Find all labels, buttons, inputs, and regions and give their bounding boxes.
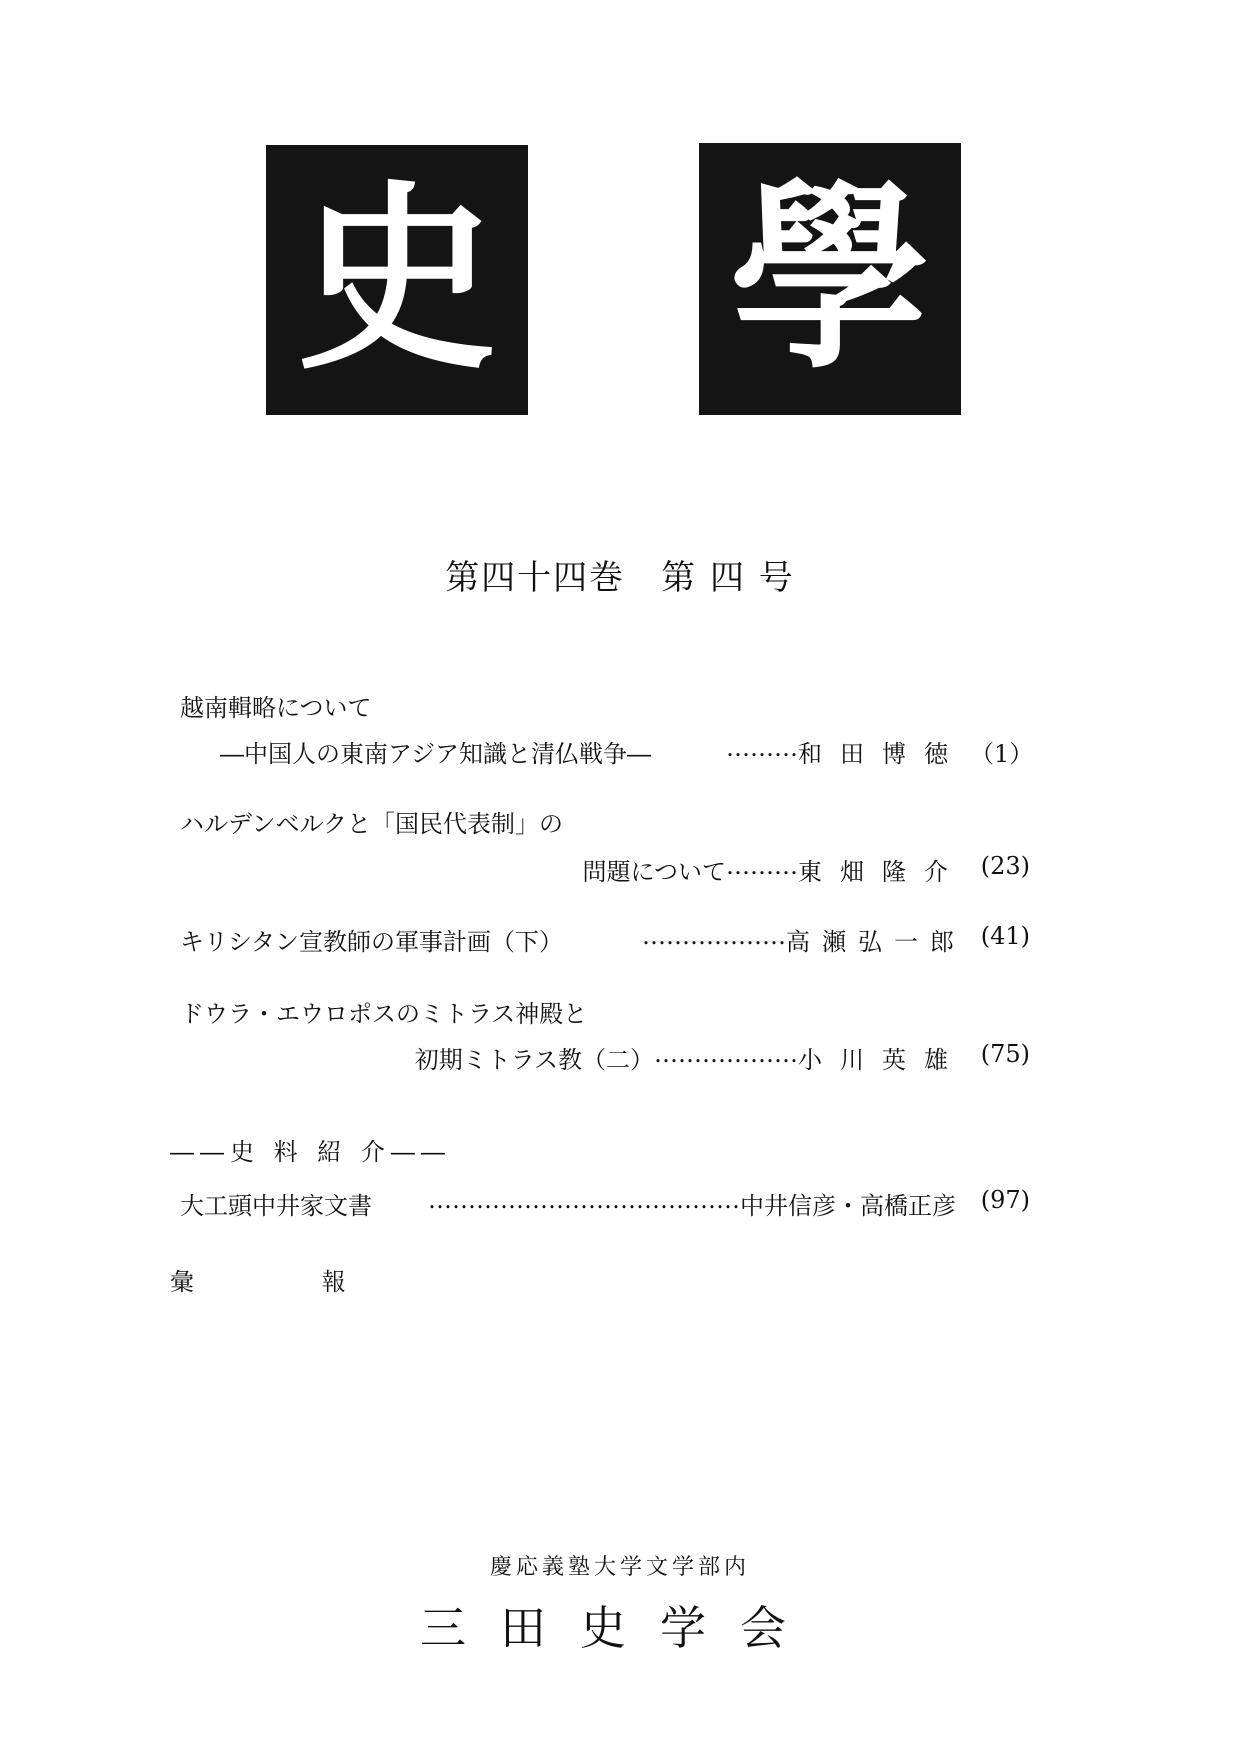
toc-entry-4-subtitle-row [180, 1040, 1030, 1074]
sources-author: 中井信彦・高橋正彦 [740, 1192, 956, 1220]
toc-entry-1-subtitle-row [180, 734, 1034, 768]
sources-entry-title: 大工頭中井家文書 [180, 1192, 372, 1220]
title-block-right [699, 143, 961, 415]
toc-page-number: (23) [980, 852, 1030, 880]
volume-issue: 第四十四巻 第 四 号 [445, 558, 795, 598]
toc-entry-2-subtitle-row [180, 852, 1030, 886]
leader-dots: ………………………………… [428, 1186, 740, 1214]
toc-entry-1-title [180, 688, 1030, 722]
toc-entry-subtitle: ―中国人の東南アジア知識と清仏戦争― [220, 740, 652, 768]
toc-author: 高瀬弘一郎 [786, 928, 966, 956]
leader-dots: ……………… [654, 1040, 798, 1068]
toc-author: 小川英雄 [798, 1046, 966, 1074]
toc-page-number: (75) [980, 1040, 1030, 1068]
toc-entry-4-title [180, 994, 1030, 1028]
toc-author: 東畑隆介 [798, 858, 966, 886]
leader-dots: ……………… [642, 922, 786, 950]
toc-page-number: (41) [980, 922, 1030, 950]
misc-reports-label: 彙 報 [170, 1268, 406, 1296]
sources-entry-row [180, 1186, 1030, 1220]
toc-entry-3-row [180, 922, 1030, 956]
toc-entry-title: ドウラ・エウロポスのミトラス神殿と [180, 1000, 588, 1028]
leader-dots: ……… [726, 734, 798, 762]
toc-entry-title: ハルデンベルクと「国民代表制」の [180, 810, 564, 838]
publisher-affiliation: 慶応義塾大学文学部内 [489, 1555, 750, 1580]
sources-section-heading: ――史 料 紹 介―― [170, 1138, 451, 1166]
leader-dots: ……… [726, 852, 798, 880]
toc-entry-subtitle: 初期ミトラス教（二） [414, 1046, 654, 1074]
toc-entry-title: キリシタン宣教師の軍事計画（下） [180, 928, 564, 956]
title-char-left: 史 [296, 162, 497, 397]
title-char-right: 學 [729, 161, 930, 396]
toc-entry-subtitle: 問題について [582, 858, 726, 886]
toc-page-number: （1） [970, 740, 1034, 768]
toc-entry-title: 越南輯略について [180, 694, 372, 722]
toc-entry-2-title [180, 804, 1030, 838]
toc-author: 和田博徳 [798, 740, 966, 768]
publisher-name: 三田史学会 [420, 1601, 820, 1655]
title-block-left [266, 145, 528, 415]
toc-page-number: (97) [980, 1186, 1030, 1214]
